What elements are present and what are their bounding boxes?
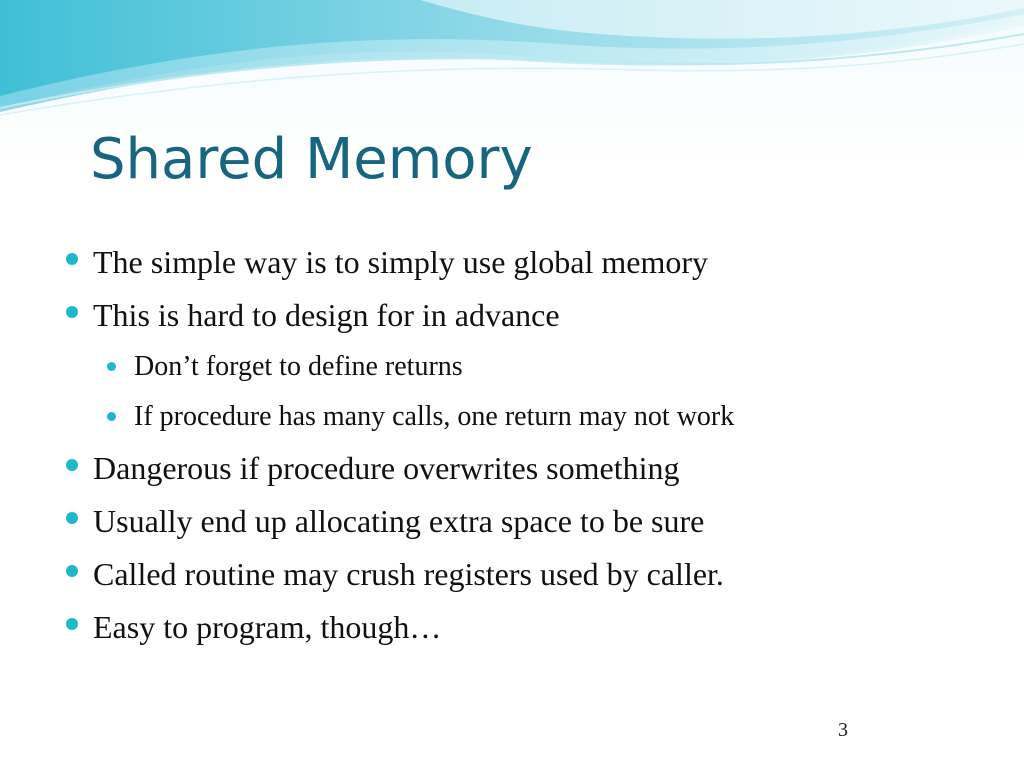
bullet-item — [64, 236, 964, 289]
sub-bullet-item — [64, 342, 964, 392]
bullet-dot-icon — [66, 565, 78, 577]
bullet-dot-icon — [66, 459, 78, 471]
bullet-dot-icon — [66, 618, 78, 630]
bullet-text: The simple way is to simply use global memory — [93, 244, 709, 280]
header-wave-decoration — [0, 0, 1024, 140]
bullet-text: Easy to program, though… — [93, 609, 442, 645]
bullet-dot-icon — [107, 412, 116, 421]
page-number: 3 — [838, 719, 848, 741]
bullet-item — [64, 548, 964, 601]
sub-bullet-text: If procedure has many calls, one return may not work — [134, 401, 735, 432]
bullet-dot-icon — [107, 362, 116, 371]
bullet-text: Usually end up allocating extra space to be sure — [93, 503, 705, 539]
bullet-dot-icon — [66, 306, 78, 318]
bullet-item — [64, 289, 964, 342]
bullet-list — [64, 236, 964, 654]
bullet-text: Dangerous if procedure overwrites something — [93, 450, 680, 486]
slide-title: Shared Memory — [90, 127, 533, 192]
bullet-text: Called routine may crush registers used by caller. — [93, 556, 724, 592]
bullet-item — [64, 601, 964, 654]
bullet-text: This is hard to design for in advance — [93, 297, 560, 333]
sub-bullet-item — [64, 392, 964, 442]
bullet-item — [64, 495, 964, 548]
sub-bullet-text: Don’t forget to define returns — [134, 351, 463, 382]
bullet-dot-icon — [66, 512, 78, 524]
bullet-item — [64, 442, 964, 495]
bullet-dot-icon — [66, 253, 78, 265]
